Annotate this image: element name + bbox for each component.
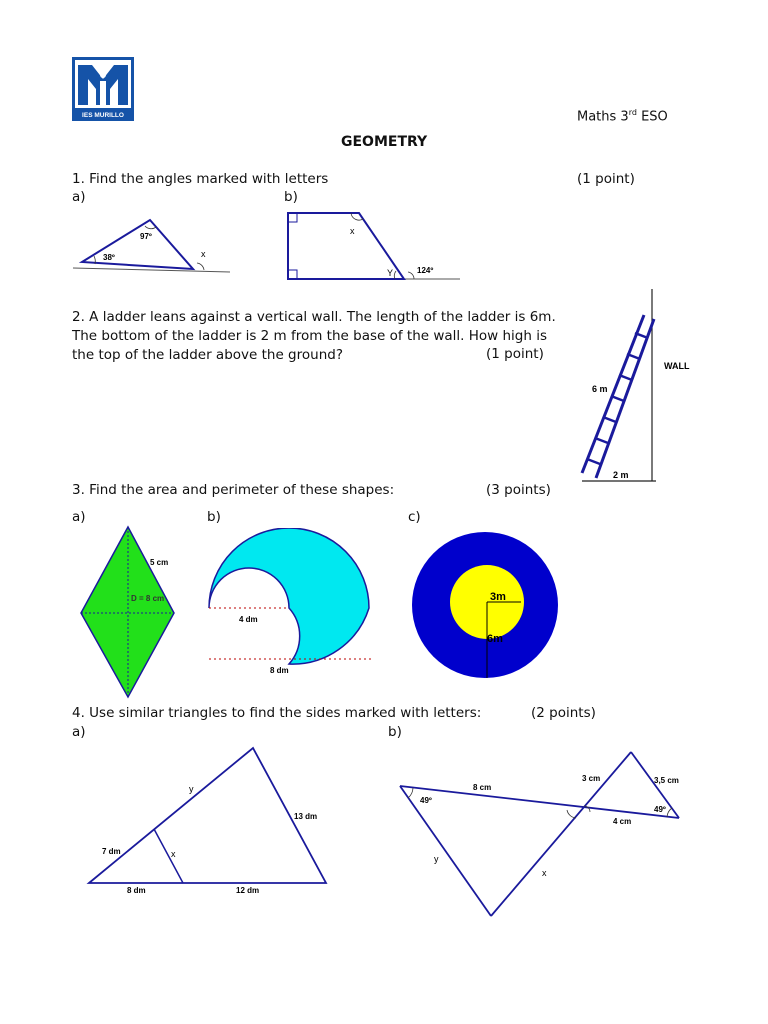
question-3-text: 3. Find the area and perimeter of these shapes:: [72, 482, 395, 498]
question-2-line-3: the top of the ladder above the ground?: [72, 347, 343, 363]
wall-label: WALL: [664, 361, 690, 371]
question-4-part-b: b): [388, 724, 402, 740]
fig4b-angle-left: 49º: [420, 796, 432, 805]
shape-b-outer-label: 8 dm: [270, 666, 289, 675]
question-3-part-a: a): [72, 509, 86, 525]
fig4b-x-label: x: [542, 868, 547, 878]
figure-4a-triangle: [86, 744, 331, 894]
fig4b-y-label: y: [434, 854, 439, 864]
fig4b-angle-right: 49º: [654, 805, 666, 814]
rhombus-diagonal-label: D = 8 cm: [131, 594, 165, 603]
inner-radius-label: 3m: [490, 591, 506, 603]
ladder-length-label: 6 m: [592, 384, 608, 394]
fig4b-top3-label: 3 cm: [582, 774, 601, 783]
fig1a-angle-97: 97º: [140, 232, 152, 241]
question-4-points: (2 points): [531, 705, 596, 721]
fig4a-base8-label: 8 dm: [127, 886, 146, 894]
figure-2-ladder: [560, 285, 705, 485]
fig4a-side7-label: 7 dm: [102, 847, 121, 856]
fig1b-angle-124: 124º: [417, 266, 434, 275]
fig1a-angle-38: 38º: [103, 253, 115, 262]
figure-1b-trapezoid: [284, 210, 464, 285]
question-4-part-a: a): [72, 724, 86, 740]
shape-b-inner-label: 4 dm: [239, 615, 258, 624]
question-1-part-a: a): [72, 189, 86, 205]
fig4a-side13-label: 13 dm: [294, 812, 318, 821]
fig1a-unknown-x: x: [201, 249, 206, 259]
logo-text: IES MURILLO: [82, 112, 124, 119]
question-4-text: 4. Use similar triangles to find the sides marked with letters:: [72, 705, 482, 721]
question-1-text: 1. Find the angles marked with letters: [72, 171, 329, 187]
rhombus-side-label: 5 cm: [150, 558, 169, 567]
outer-radius-label: 6m: [487, 633, 503, 645]
fig1b-unknown-y: Y: [387, 268, 394, 278]
fig1b-unknown-x: x: [350, 226, 355, 236]
course-label: Maths 3rd ESO: [577, 108, 668, 125]
fig4b-side4-label: 4 cm: [613, 817, 632, 826]
school-logo: [72, 57, 134, 121]
question-2-line-1: 2. A ladder leans against a vertical wall. The length of the ladder is 6m.: [72, 309, 556, 325]
question-3-part-b: b): [207, 509, 221, 525]
figure-3c-circles: [410, 530, 560, 680]
fig4a-x-label: x: [171, 849, 176, 859]
question-1-points: (1 point): [577, 171, 635, 187]
fig4a-y-label: y: [189, 784, 194, 794]
fig4a-base12-label: 12 dm: [236, 886, 260, 894]
fig4b-side35-label: 3,5 cm: [654, 776, 679, 785]
question-2-line-2: The bottom of the ladder is 2 m from the base of the wall. How high is: [72, 328, 547, 344]
fig4b-top8-label: 8 cm: [473, 783, 492, 792]
question-1-part-b: b): [284, 189, 298, 205]
figure-1a-triangle: [70, 212, 235, 277]
page-title: GEOMETRY: [341, 134, 428, 150]
question-3-part-c: c): [408, 509, 421, 525]
question-2-points: (1 point): [486, 346, 544, 362]
figure-4b-triangles: [396, 748, 686, 923]
figure-3b-yin-shape: [202, 528, 387, 678]
ladder-base-label: 2 m: [613, 470, 629, 480]
question-3-points: (3 points): [486, 482, 551, 498]
figure-3a-rhombus: [78, 524, 178, 700]
logo-icon: [72, 57, 134, 121]
